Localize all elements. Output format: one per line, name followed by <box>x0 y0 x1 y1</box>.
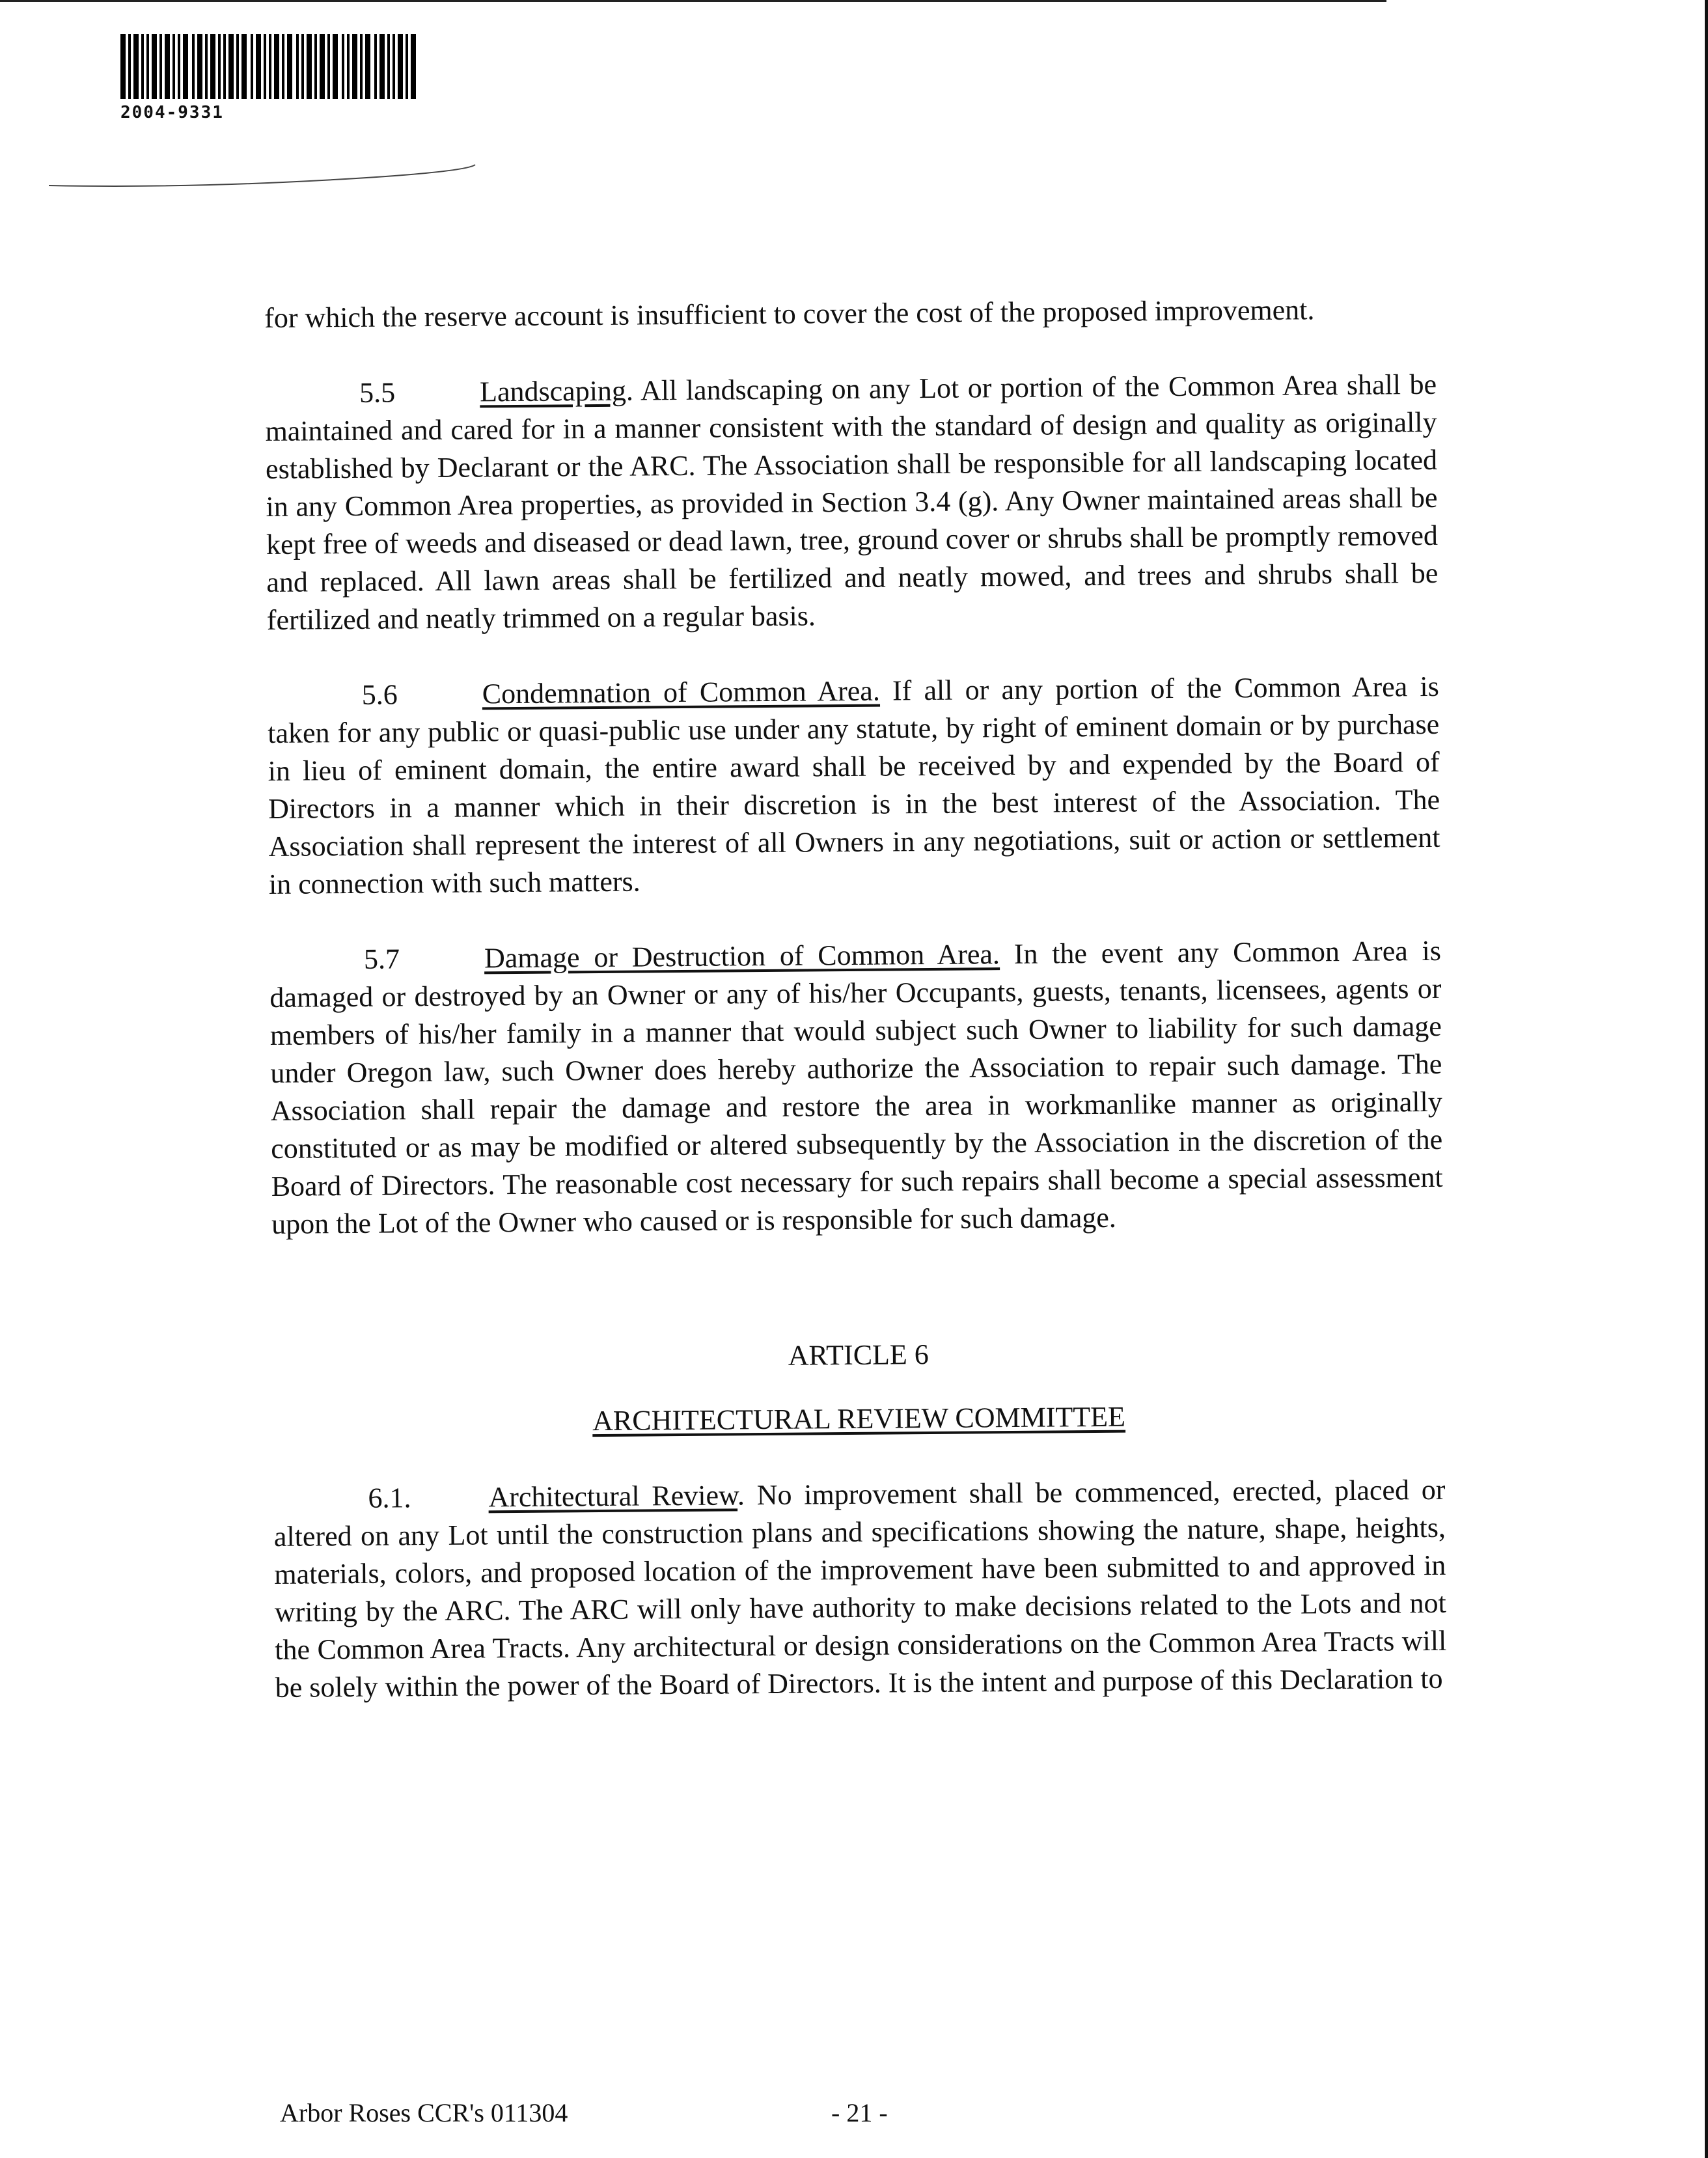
section-title: Landscaping <box>479 374 627 408</box>
section-body: If all or any portion of the Common Area is taken for any public or quasi-public use under any statute, by right of eminent domain or by purchase in lieu of eminent domain, the entire award shall be received by and expended by the Board of Directors in a manner which in their discretion is in the best interest of the Association. The Association shall represent the interest of all Owners in any negotiations, suit or action or settlement in connection with such matters. <box>268 670 1440 900</box>
section-5-6 <box>268 668 1441 904</box>
intro-paragraph: for which the reserve account is insufficient to cover the cost of the proposed improvement. <box>264 294 1315 334</box>
document-body <box>264 290 1447 1745</box>
scan-top-border <box>0 0 1386 2</box>
section-6-1 <box>273 1471 1447 1707</box>
footer-document-name: Arbor Roses CCR's 011304 <box>280 2098 568 2127</box>
footer-page-number: - 21 - <box>831 2098 888 2127</box>
article-heading: ARTICLE 6 <box>788 1338 930 1372</box>
section-title-suffix: . <box>626 374 634 407</box>
section-number: 5.6 <box>361 678 398 711</box>
section-body: All landscaping on any Lot or portion of the Common Area shall be maintained and cared for in a manner consistent with the standard of design and quality as originally established by Declarant or the ARC. The Association shall be responsible for all landscaping located in any Common Area properties, as provided in Section 3.4 (g). Any Owner maintained areas shall be kept free of weeds and diseased or dead lawn, tree, ground cover or shrubs shall be promptly removed and replaced. All lawn areas shall be fertilized and neatly mowed, and trees and shrubs shall be fertilized and neatly trimmed on a regular basis. <box>265 368 1439 636</box>
barcode-icon <box>120 34 417 99</box>
section-body: No improvement shall be commenced, erected, placed or altered on any Lot until the construction plans and specifications showing the nature, shape, heights, materials, colors, and proposed location of the improvement have been submitted to and approved in writing by the ARC. The ARC will only have authority to make decisions related to the Lots and not the Common Area Tracts. Any architectural or design considerations on the Common Area Tracts will be solely within the power of the Board of Directors. It is the intent and purpose of this Declaration to <box>273 1473 1447 1704</box>
section-title: Condemnation of Common Area. <box>482 674 881 710</box>
section-body: In the event any Common Area is damaged or destroyed by an Owner or any of his/her Occupants, guests, tenants, licensees, agents or members of his/her family in a manner that would subject such Owner to liability for such damage under Oregon law, such Owner does hereby authorize the Association to repair such damage. The Association shall repair the damage and restore the area in workmanlike manner as originally constituted or as may be modified or altered subsequently by the Association in the discretion of the Board of Directors. The reasonable cost necessary for such repairs shall become a special assessment upon the Lot of the Owner who caused or is responsible for such damage. <box>269 934 1443 1240</box>
section-number: 6.1. <box>368 1482 411 1514</box>
section-title-suffix: . <box>737 1479 745 1512</box>
barcode-number: 2004-9331 <box>120 103 224 122</box>
article-title: ARCHITECTURAL REVIEW COMMITTEE <box>592 1400 1126 1437</box>
scan-right-border <box>1705 0 1708 2158</box>
section-number: 5.5 <box>359 376 396 409</box>
section-number: 5.7 <box>363 943 400 975</box>
scan-artifact-line <box>49 159 478 192</box>
section-5-5 <box>265 366 1439 639</box>
section-5-7 <box>269 932 1444 1243</box>
section-title: Damage or Destruction of Common Area. <box>484 938 1000 975</box>
section-title: Architectural Review <box>488 1479 738 1514</box>
